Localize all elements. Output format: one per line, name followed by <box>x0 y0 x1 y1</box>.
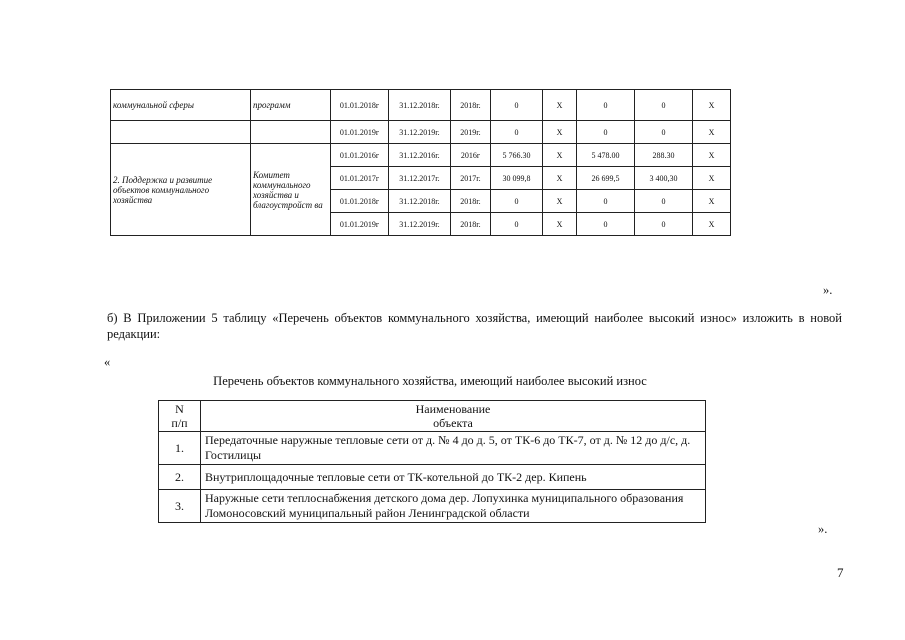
value-cell: Х <box>693 213 731 236</box>
header-number <box>159 401 201 432</box>
value-cell: 0 <box>635 190 693 213</box>
value-cell: 0 <box>577 213 635 236</box>
value-cell: Х <box>543 190 577 213</box>
value-cell: 0 <box>635 121 693 144</box>
row-number: 2. <box>159 465 201 490</box>
executor-cell: Комитет коммунального хозяйства и благоустройст ва <box>251 144 331 236</box>
header-name-line1: Наименование <box>415 402 491 416</box>
object-name: Внутриплощадочные тепловые сети от ТК-котельной до ТК-2 дер. Кипень <box>201 465 706 490</box>
value-cell: Х <box>543 167 577 190</box>
year-cell: 2018г. <box>451 90 491 121</box>
header-number-line2: п/п <box>171 416 188 430</box>
value-cell: 0 <box>635 213 693 236</box>
value-cell: 5 478.00 <box>577 144 635 167</box>
value-cell: Х <box>543 144 577 167</box>
program-cell: коммунальной сферы <box>111 90 251 121</box>
value-cell: Х <box>693 90 731 121</box>
executor-cell: программ <box>251 90 331 121</box>
value-cell: Х <box>693 167 731 190</box>
year-cell: 2017г. <box>451 167 491 190</box>
value-cell: 0 <box>491 213 543 236</box>
object-name: Передаточные наружные тепловые сети от д. № 4 до д. 5, от ТК-6 до ТК-7, от д. № 12 до д/с, д. Гостилицы <box>201 432 706 465</box>
start-date-cell: 01.01.2019г <box>331 121 389 144</box>
value-cell: Х <box>693 121 731 144</box>
end-date-cell: 31.12.2017г. <box>389 167 451 190</box>
value-cell: 288.30 <box>635 144 693 167</box>
value-cell: Х <box>693 190 731 213</box>
table-row <box>111 144 731 167</box>
value-cell: 0 <box>577 190 635 213</box>
value-cell: Х <box>543 121 577 144</box>
object-name: Наружные сети теплоснабжения детского дома дер. Лопухинка муниципального образования Ломоносовский муниципальный район Ленинградской области <box>201 490 706 523</box>
value-cell: 3 400,30 <box>635 167 693 190</box>
start-date-cell: 01.01.2019г <box>331 213 389 236</box>
page-number: 7 <box>837 565 844 580</box>
value-cell: 0 <box>577 121 635 144</box>
table-header-row <box>159 401 706 432</box>
value-cell: 0 <box>577 90 635 121</box>
year-cell: 2016г <box>451 144 491 167</box>
value-cell: 0 <box>491 121 543 144</box>
closing-quote: ». <box>823 283 833 297</box>
empty-cell <box>111 121 251 144</box>
table-row <box>159 490 706 523</box>
objects-table <box>158 400 706 523</box>
end-date-cell: 31.12.2018г. <box>389 90 451 121</box>
end-date-cell: 31.12.2018г. <box>389 190 451 213</box>
value-cell: 0 <box>491 190 543 213</box>
start-date-cell: 01.01.2018г <box>331 90 389 121</box>
header-name-line2: объекта <box>433 416 473 430</box>
value-cell: Х <box>543 213 577 236</box>
header-name <box>201 401 706 432</box>
opening-quote: « <box>104 355 111 369</box>
year-cell: 2018г. <box>451 190 491 213</box>
table-row <box>111 121 731 144</box>
row-number: 1. <box>159 432 201 465</box>
program-table <box>110 89 731 236</box>
end-date-cell: 31.12.2019г. <box>389 121 451 144</box>
value-cell: Х <box>693 144 731 167</box>
year-cell: 2019г. <box>451 121 491 144</box>
table-row <box>111 90 731 121</box>
end-date-cell: 31.12.2016г. <box>389 144 451 167</box>
value-cell: 0 <box>635 90 693 121</box>
value-cell: 26 699,5 <box>577 167 635 190</box>
end-date-cell: 31.12.2019г. <box>389 213 451 236</box>
closing-quote: ». <box>818 522 828 536</box>
table-row <box>159 432 706 465</box>
empty-cell <box>251 121 331 144</box>
header-number-line1: N <box>175 402 184 416</box>
year-cell: 2018г. <box>451 213 491 236</box>
table-row <box>159 465 706 490</box>
start-date-cell: 01.01.2016г <box>331 144 389 167</box>
row-number: 3. <box>159 490 201 523</box>
value-cell: 30 099,8 <box>491 167 543 190</box>
objects-table-title: Перечень объектов коммунального хозяйства, имеющий наиболее высокий износ <box>213 374 647 388</box>
start-date-cell: 01.01.2017г <box>331 167 389 190</box>
program-cell: 2. Поддержка и развитие объектов коммунального хозяйства <box>111 144 251 236</box>
start-date-cell: 01.01.2018г <box>331 190 389 213</box>
value-cell: Х <box>543 90 577 121</box>
value-cell: 5 766.30 <box>491 144 543 167</box>
amendment-paragraph: б) В Приложении 5 таблицу «Перечень объектов коммунального хозяйства, имеющий наиболее высокий износ» изложить в новой редакции: <box>107 311 842 341</box>
value-cell: 0 <box>491 90 543 121</box>
